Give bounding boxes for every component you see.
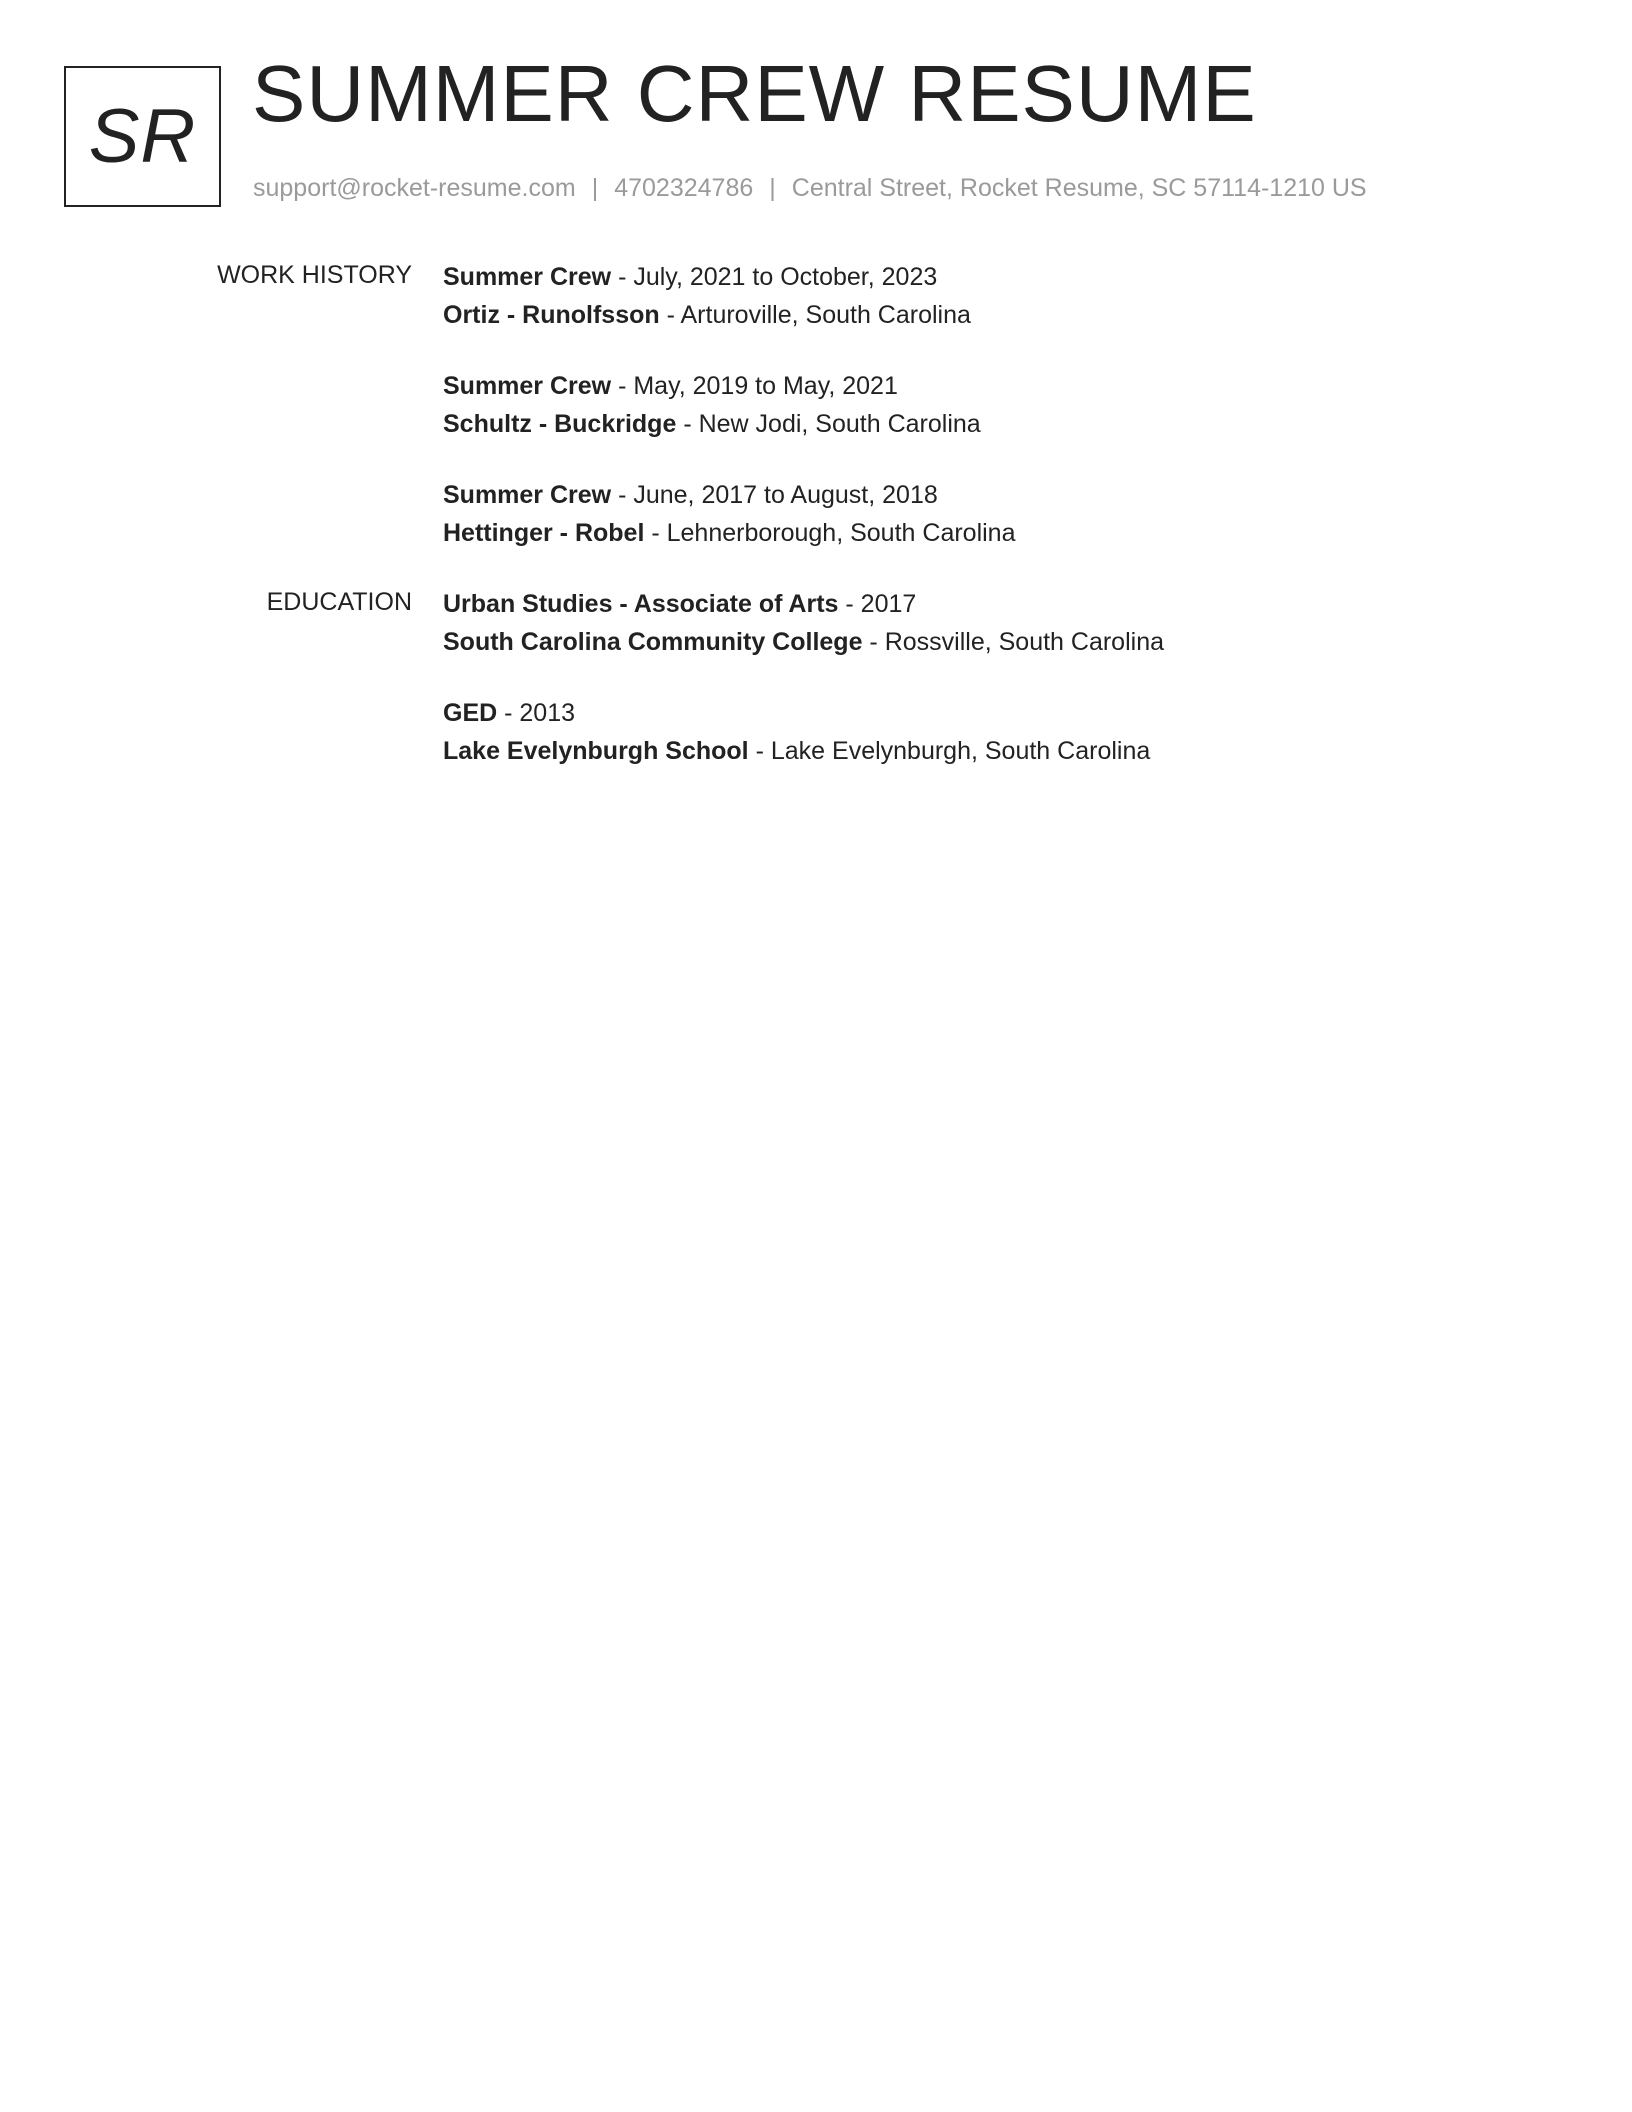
contact-separator: | — [769, 174, 776, 202]
monogram-logo — [64, 66, 221, 207]
contact-separator: | — [591, 174, 599, 202]
degree-year: - 2013 — [497, 699, 576, 727]
degree-name: Urban Studies - Associate of Arts — [443, 590, 839, 618]
employer-location: - Lehnerborough, South Carolina — [644, 519, 1016, 547]
job-dates: - June, 2017 to August, 2018 — [611, 481, 938, 509]
degree-name: GED — [443, 699, 498, 727]
page-title: SUMMER CREW RESUME — [252, 49, 1257, 138]
school-location: - Rossville, South Carolina — [862, 628, 1164, 656]
section-label-work-history: WORK HISTORY — [217, 261, 412, 289]
monogram-text: SR — [88, 94, 197, 179]
school-name: Lake Evelynburgh School — [443, 737, 749, 765]
work-entry — [443, 367, 1016, 443]
contact-phone: 4702324786 — [614, 174, 754, 202]
employer-name: Ortiz - Runolfsson — [443, 301, 660, 329]
work-entry — [443, 476, 1016, 552]
degree-year: - 2017 — [838, 590, 917, 618]
job-title: Summer Crew — [443, 481, 612, 509]
work-history-entries — [443, 258, 1016, 585]
section-label-education: EDUCATION — [266, 588, 412, 616]
work-entry — [443, 258, 1016, 334]
school-name: South Carolina Community College — [443, 628, 863, 656]
education-entry — [443, 694, 1164, 770]
job-dates: - July, 2021 to October, 2023 — [611, 263, 938, 291]
school-location: - Lake Evelynburgh, South Carolina — [748, 737, 1151, 765]
job-dates: - May, 2019 to May, 2021 — [611, 372, 898, 400]
education-entry — [443, 585, 1164, 661]
contact-email: support@rocket-resume.com — [253, 174, 576, 202]
employer-name: Hettinger - Robel — [443, 519, 645, 547]
employer-location: - New Jodi, South Carolina — [676, 410, 981, 438]
job-title: Summer Crew — [443, 263, 612, 291]
employer-location: - Arturoville, South Carolina — [659, 301, 971, 329]
employer-name: Schultz - Buckridge — [443, 410, 677, 438]
contact-address: Central Street, Rocket Resume, SC 57114-1210 US — [791, 174, 1367, 202]
education-entries — [443, 585, 1164, 803]
contact-line — [253, 174, 1367, 203]
job-title: Summer Crew — [443, 372, 612, 400]
